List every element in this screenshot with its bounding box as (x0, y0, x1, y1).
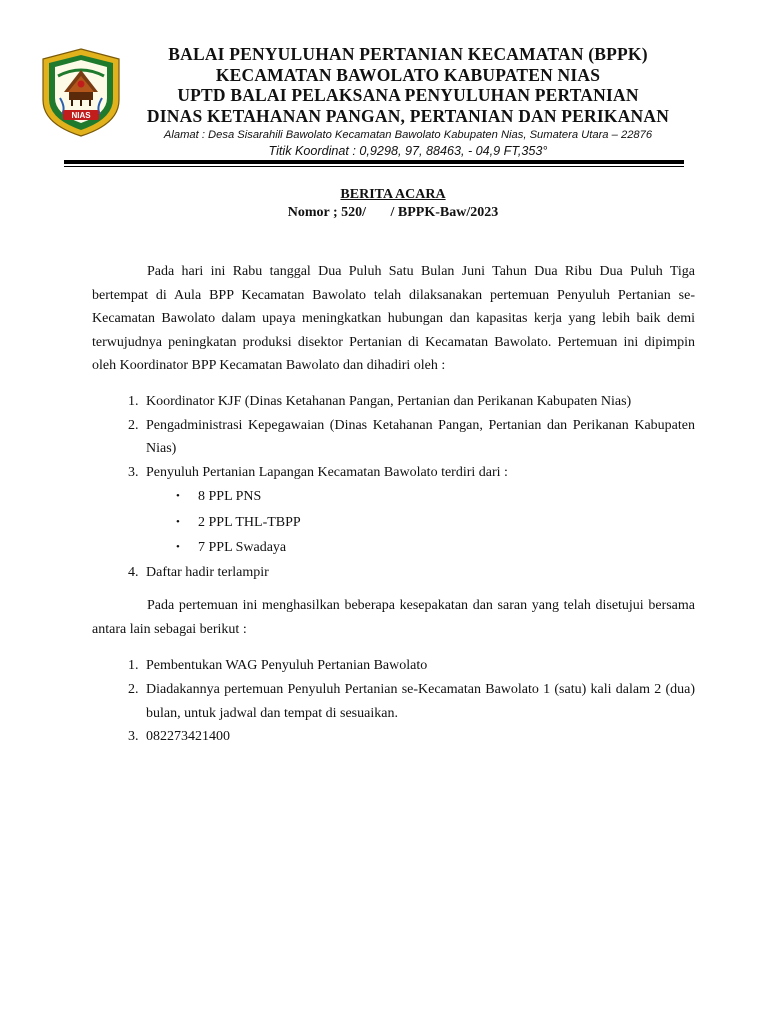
letterhead-line-3: UPTD BALAI PELAKSANA PENYULUHAN PERTANIAN (177, 85, 639, 105)
bullet-icon: • (176, 515, 180, 528)
attendee-item-number: 2. (128, 417, 139, 433)
attendee-item-text: Pengadministrasi Kepegawaian (Dinas Ketahanan Pangan, Pertanian dan Perikanan Kabupaten Nias) (146, 417, 695, 457)
agreement-item-number: 1. (128, 658, 139, 674)
letterhead-address: Alamat : Desa Sisarahili Bawolato Kecamatan Bawolato Kabupaten Nias, Sumatera Utara – 22876 (163, 129, 653, 141)
sublist-item-text: 2 PPL THL-TBPP (198, 514, 301, 530)
attendee-list (92, 390, 695, 584)
sublist-item-text: 8 PPL PNS (198, 489, 262, 505)
document-heading: BERITA ACARA (340, 187, 446, 202)
agreement-item-text: Diadakannya pertemuan Penyuluh Pertanian se-Kecamatan Bawolato 1 (satu) kali dalam 2 (dua) bulan, untuk jadwal dan tempat di sesuaikan. (146, 682, 695, 721)
letterhead-line-1: BALAI PENYULUHAN PERTANIAN KECAMATAN (BPPK) (168, 44, 648, 64)
letterhead-line-4: DINAS KETAHANAN PANGAN, PERTANIAN DAN PERIKANAN (146, 105, 670, 126)
bullet-icon: • (176, 490, 180, 503)
agreement-item-text: Pembentukan WAG Penyuluh Pertanian Bawolato (146, 658, 428, 674)
opening-paragraph: Pada hari ini Rabu tanggal Dua Puluh Satu Bulan Juni Tahun Dua Ribu Dua Puluh Tiga bertempat di Aula BPP Kecamatan Bawolato telah dilaksanakan pertemuan Penyuluh Pertanian se-Kecamatan Bawolato dalam upaya meningkatkan hubungan dan kapasitas kerja yang lebih baik demi terwujudnya peningkatan produksi disektor Pertanian di Kecamatan Bawolato. Pertemuan ini dipimpin oleh Koordinator BPP Kecamatan Bawolato dan dihadiri oleh : (92, 264, 695, 374)
attendee-item (92, 414, 695, 461)
sublist-item (92, 484, 695, 510)
attendee-item-text: Penyuluh Pertanian Lapangan Kecamatan Bawolato terdiri dari : (146, 464, 508, 480)
sublist-item-text: 7 PPL Swadaya (198, 540, 287, 556)
letterhead (118, 44, 698, 159)
regency-emblem-logo (36, 46, 126, 138)
letterhead-line-2: KECAMATAN BAWOLATO KABUPATEN NIAS (215, 64, 601, 85)
agreement-item (92, 725, 695, 749)
document-body (92, 260, 695, 749)
attendee-item (92, 390, 695, 414)
attendee-item-number: 4. (128, 564, 139, 580)
attendee-item-text: Daftar hadir terlampir (146, 564, 269, 580)
agreement-item-number: 2. (128, 682, 139, 698)
sublist-item (92, 535, 695, 561)
attendee-item-number: 3. (128, 464, 139, 480)
agreement-intro-paragraph: Pada pertemuan ini menghasilkan beberapa kesepakatan dan saran yang telah disetujui bersama antara lain sebagai berikut : (92, 598, 695, 638)
letterhead-coordinates: Titik Koordinat : 0,9298, 97, 88463, - 04,9 FT,353° (268, 144, 548, 158)
attendee-item-text: Koordinator KJF (Dinas Ketahanan Pangan, Pertanian dan Perikanan Kabupaten Nias) (146, 393, 632, 409)
bullet-icon: • (176, 541, 180, 554)
agreement-item (92, 654, 695, 678)
agreement-list (92, 654, 695, 748)
logo-banner-text: NIAS (71, 111, 91, 120)
letterhead-thin-rule (64, 166, 684, 167)
agreement-item (92, 678, 695, 725)
agreement-item-text: 082273421400 (146, 729, 230, 745)
letterhead-thick-rule (64, 160, 684, 164)
agreement-item-number: 3. (128, 729, 139, 745)
document-title (0, 186, 768, 222)
sublist-item (92, 510, 695, 536)
document-number: Nomor ; 520/ / BPPK-Baw/2023 (287, 205, 499, 220)
extension-worker-sublist (92, 484, 695, 561)
attendee-item (92, 561, 695, 585)
attendee-item (92, 461, 695, 561)
attendee-item-number: 1. (128, 393, 139, 409)
